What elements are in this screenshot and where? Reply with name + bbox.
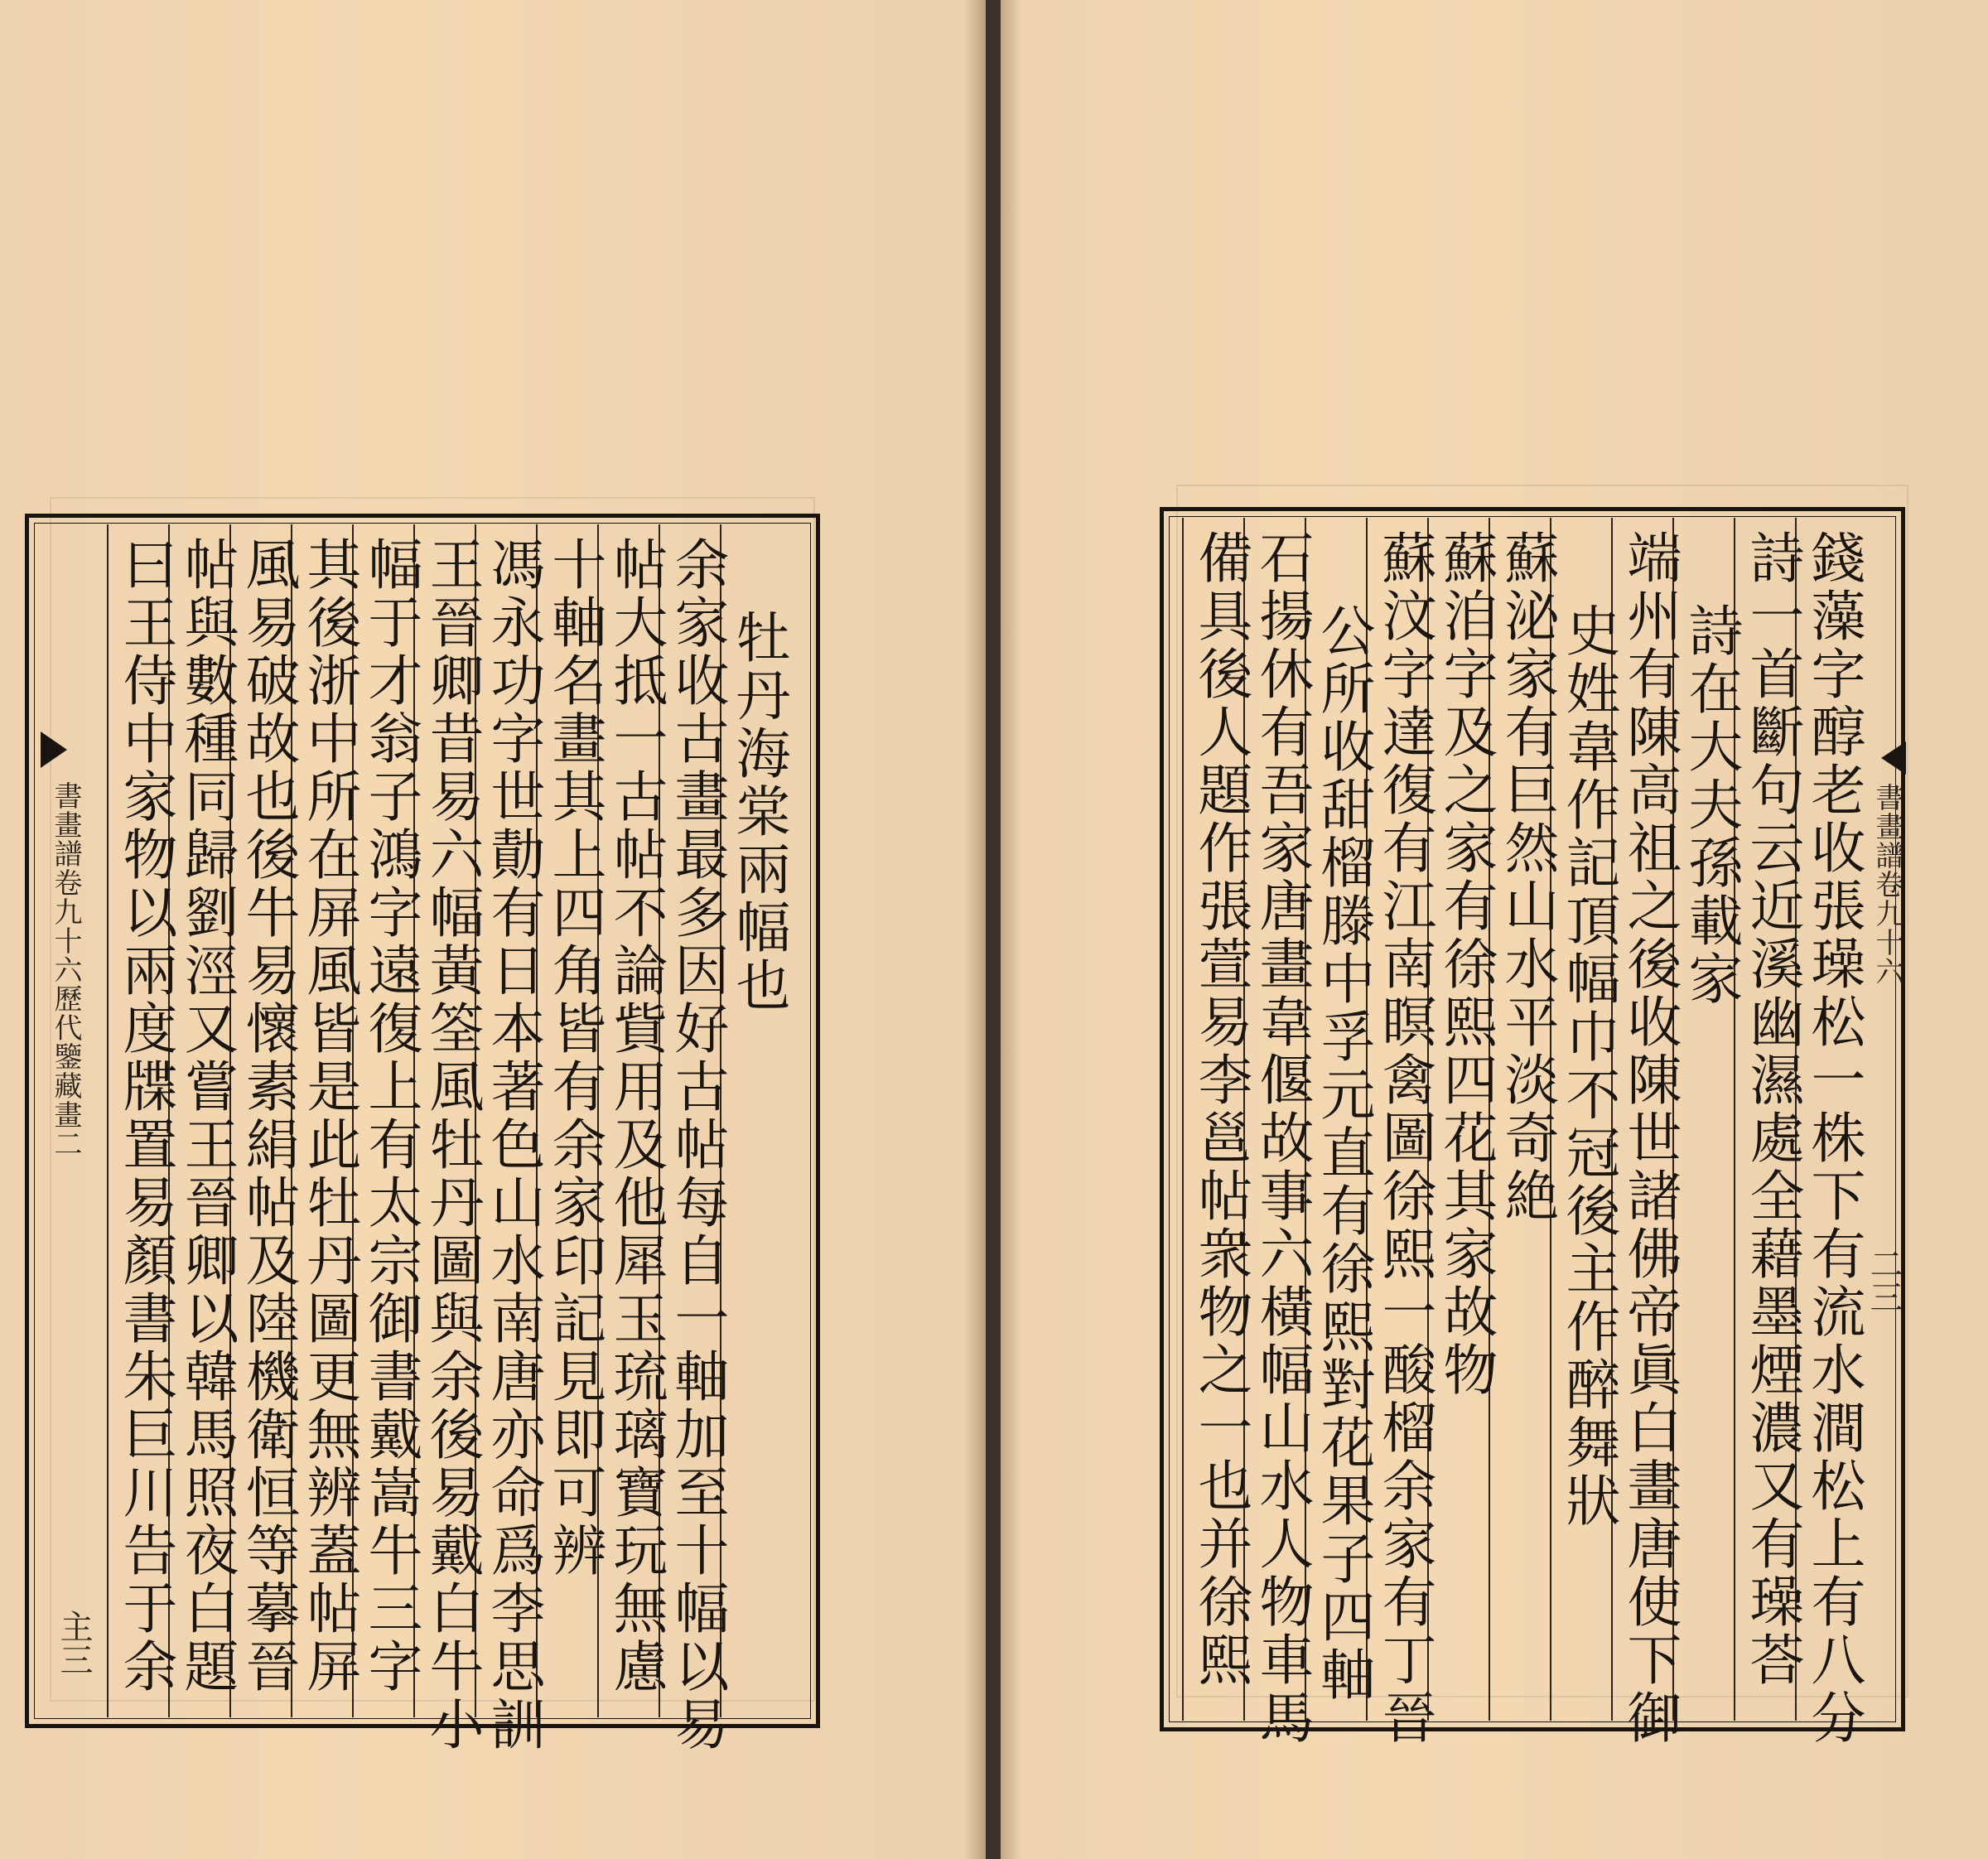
left-text-column: 馮永功字世勣有日本著色山水南唐亦命爲李思訓 xyxy=(481,536,545,1754)
left-text-column: 幅于才翁子鴻字遠復上有太宗御書戴嵩牛三字 xyxy=(359,536,422,1696)
right-text-column: 史姓韋作記頂幅巾不冠後主作醉舞狀 xyxy=(1556,602,1620,1530)
right-text-column: 公所收甜榴滕中孚元直有徐熙對花果子四軸 xyxy=(1311,602,1375,1704)
left-running-title: 書畫譜卷九十六歷代鑒藏畫二 xyxy=(49,781,82,1158)
right-center-strip xyxy=(1865,518,1909,1721)
left-text-column: 王晉卿昔易六幅黃筌風牡丹圖與余後易戴白牛小 xyxy=(420,536,484,1754)
right-text-column: 蘇洎字及之家有徐熙四花其家故物 xyxy=(1434,529,1498,1399)
fish-tail-mark-right xyxy=(1881,741,1906,775)
right-page-shadow xyxy=(1001,0,1022,1859)
right-folio: 二三 xyxy=(1865,1247,1903,1313)
left-column-rule xyxy=(107,524,109,1717)
right-column-rule xyxy=(1182,518,1184,1721)
right-text-column: 備具後人題作張萱易李邕帖衆物之一也并徐熙 xyxy=(1189,529,1252,1689)
right-text-block xyxy=(1160,507,1905,1747)
left-text-column: 牡丹海棠兩幅也 xyxy=(726,609,790,1015)
left-center-strip xyxy=(36,524,100,1717)
left-text-column: 帖與數種同歸劉涇又嘗王晉卿以韓馬照夜白題 xyxy=(175,536,239,1696)
right-text-column: 詩一首斷句云近溪幽濕處全藉墨煙濃又有璪荅 xyxy=(1740,529,1804,1689)
right-text-column: 石揚休有吾家唐畫韋偃故事六橫幅山水人物車馬 xyxy=(1250,529,1314,1747)
left-page-shadow xyxy=(964,0,986,1859)
left-text-block xyxy=(25,514,820,1754)
left-text-column: 余家收古畫最多因好古帖每自一軸加至十幅以易 xyxy=(665,536,729,1754)
right-text-column: 蘇汶字達復有江南瞑禽圖徐熙一酸榴余家有丁晉 xyxy=(1373,529,1436,1747)
left-text-column: 帖大抵一古帖不論貲用及他犀玉琉璃寶玩無慮 xyxy=(604,536,668,1696)
fish-tail-mark xyxy=(41,732,67,768)
right-running-title: 書畫譜卷九十六 xyxy=(1870,783,1904,986)
right-text-column: 端州有陳高祖之後收陳世諸佛帝眞白畫唐使下御 xyxy=(1618,529,1682,1747)
book-gutter xyxy=(986,0,1001,1859)
right-text-column: 錢藻字醇老收張璪松一株下有流水澗松上有八分 xyxy=(1802,529,1865,1747)
right-text-column: 詩在大夫孫載家 xyxy=(1679,602,1743,1008)
left-folio: 主三 xyxy=(55,1610,93,1676)
right-text-column: 蘇泌家有巨然山水平淡奇絶 xyxy=(1495,529,1559,1225)
left-text-column: 風易破故也後牛易懷素絹帖及陸機衛恒等摹晉 xyxy=(236,536,300,1696)
left-text-column: 曰王侍中家物以兩度牒置易顏書朱巨川告于余 xyxy=(113,536,177,1696)
left-text-column: 其後浙中所在屏風皆是此牡丹圖更無辨蓋帖屏 xyxy=(297,536,361,1696)
left-text-column: 十軸名畫其上四角皆有余家印記見即可辨 xyxy=(543,536,606,1580)
